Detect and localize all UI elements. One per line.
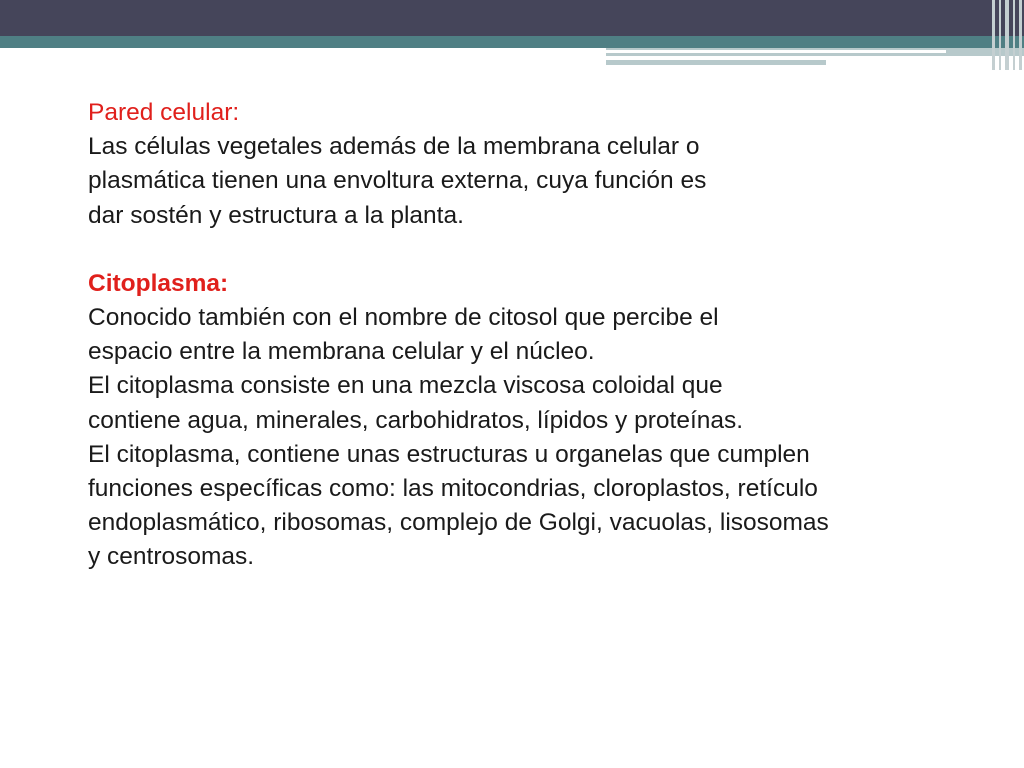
text-line: contiene agua, minerales, carbohidratos, lípidos y proteínas.	[88, 406, 744, 434]
text-line: espacio entre la membrana celular y el núcleo.	[88, 338, 595, 366]
header-accent-bar-short	[606, 60, 826, 65]
text-line: El citoplasma, contiene unas estructuras u organelas que cumplen	[88, 440, 810, 468]
text-line: funciones específicas como: las mitocondrias, cloroplastos, retículo	[88, 475, 818, 503]
text-line: dar sostén y estructura a la planta.	[88, 201, 464, 229]
text-line: Las células vegetales además de la membrana celular o	[88, 133, 700, 161]
text-line: El citoplasma consiste en una mezcla viscosa coloidal que	[88, 372, 723, 400]
slide-body	[88, 96, 988, 575]
text-line: endoplasmático, ribosomas, complejo de Golgi, vacuolas, lisosomas	[88, 509, 829, 537]
text-line: y centrosomas.	[88, 543, 255, 571]
header-accent-line	[606, 50, 946, 53]
heading-citoplasma: Citoplasma:	[88, 269, 229, 297]
heading-pared-celular: Pared celular:	[88, 99, 240, 126]
header-banner-dark	[0, 0, 1024, 36]
header-banner-teal	[0, 36, 1024, 48]
corner-stripes-decoration	[988, 0, 1024, 70]
text-line: Conocido también con el nombre de citosol que percibe el	[88, 304, 719, 332]
text-line: plasmática tienen una envoltura externa, cuya función es	[88, 167, 707, 195]
section-gap	[88, 233, 988, 267]
